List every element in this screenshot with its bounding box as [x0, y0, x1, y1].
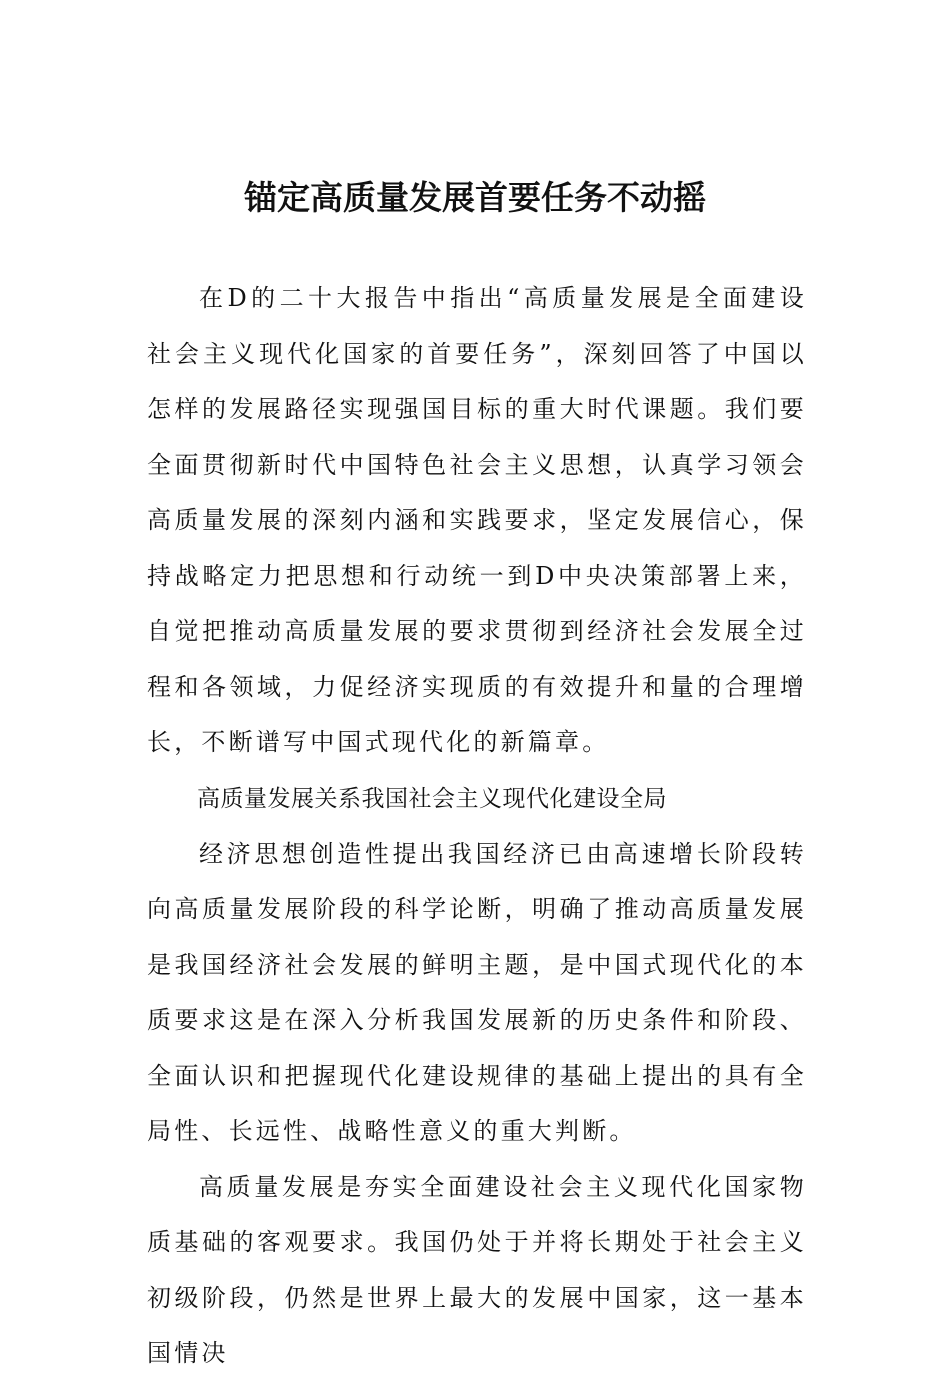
intro-paragraph: 在D的二十大报告中指出“高质量发展是全面建设社会主义现代化国家的首要任务”，深刻回答了中国以怎样的发展路径实现强国目标的重大时代课题。我们要全面贯彻新时代中国特色社会主义思想，认真学习领会高质量发展的深刻内涵和实践要求，坚定发展信心，保持战略定力把思想和行动统一到D中央决策部署上来，自觉把推动高质量发展的要求贯彻到经济社会发展全过程和各领域，力促经济实现质的有效提升和量的合理增长，不断谱写中国式现代化的新篇章。	[147, 284, 807, 756]
document-body	[147, 271, 807, 1382]
section-paragraph-1: 经济思想创造性提出我国经济已由高速增长阶段转向高质量发展阶段的科学论断，明确了推动高质量发展是我国经济社会发展的鲜明主题，是中国式现代化的本质要求这是在深入分析我国发展新的历史条件和阶段、全面认识和把握现代化建设规律的基础上提出的具有全局性、长远性、战略性意义的重大判断。	[147, 839, 807, 1145]
section-heading: 高质量发展关系我国社会主义现代化建设全局	[197, 785, 667, 812]
section-paragraph-2: 高质量发展是夯实全面建设社会主义现代化国家物质基础的客观要求。我国仍处于并将长期处于社会主义初级阶段，仍然是世界上最大的发展中国家，这一基本国情决	[147, 1172, 807, 1367]
document-title: 锚定高质量发展首要任务不动摇	[244, 178, 706, 217]
